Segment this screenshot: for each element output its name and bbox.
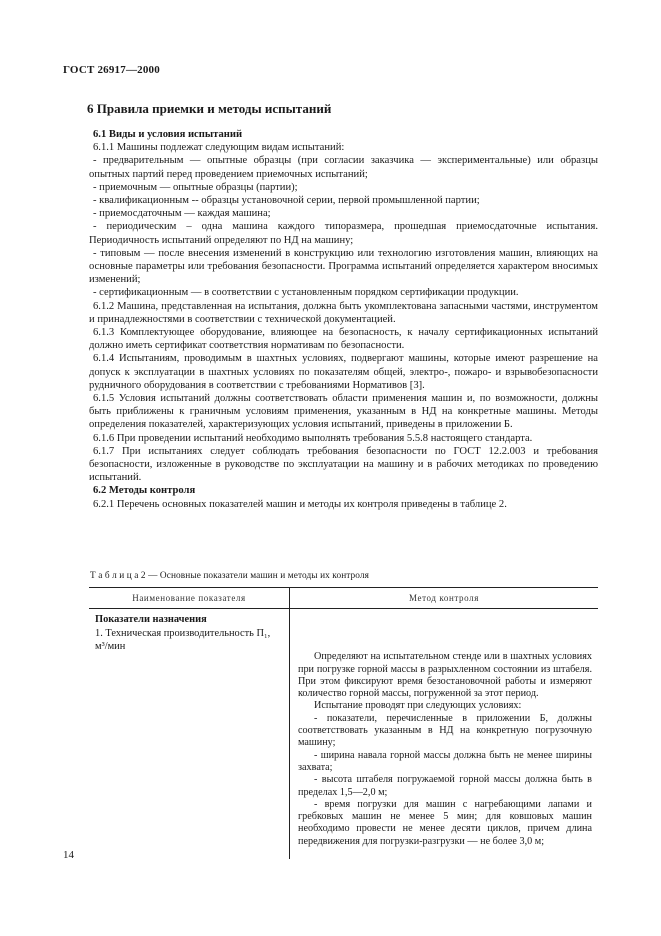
method-text: Испытание проводят при следующих условиях: (314, 700, 522, 712)
method-text: Определяют на испытательном стенде или в шахтных условиях при погрузке горной массы в разрыхленном состоянии из штабеля. При этом фиксируют время безостановочной работы и измеряют количество горной массы, погруженной за этот период. (298, 651, 592, 700)
method-text: - ширина навала горной массы должна быть не менее ширины захвата; (298, 749, 592, 773)
method-text: - время погрузки для машин с нагребающими лапами и гребковых машин не менее 5 мин; для ковшовых машин необходимо провести не менее десяти циклов, причем длина передвижения для погрузки-разгрузки — не более 3,0 м; (298, 798, 592, 847)
list-item: - предварительным — опытные образцы (при согласии заказчика — экспериментальные) или образцы опытных партий перед проведением приемочных испытаний; (89, 155, 598, 180)
list-item: - квалификационным -- образцы установочной серии, первой промышленной партии; (93, 195, 480, 207)
para-6-1-6: 6.1.6 При проведении испытаний необходимо выполнять требования 5.5.8 настоящего стандарта. (93, 432, 533, 444)
list-item: - периодическим – одна машина каждого типоразмера, прошедшая приемосдаточные испытания. Периодичность испытаний определяют по НД на машину; (89, 221, 598, 246)
subsection-title-6-2: 6.2 Методы контроля (93, 485, 196, 497)
indicator-name: 1. Техническая производительность П₁, м³/мин (95, 628, 271, 652)
column-header-method: Метод контроля (290, 588, 599, 609)
para-6-1-7: 6.1.7 При испытаниях следует соблюдать требования безопасности по ГОСТ 12.2.003 и требования безопасности, изложенные в руководстве по эксплуатации на машину и в рабочих методиках по проведению испытаний. (89, 445, 598, 484)
table-caption: Т а б л и ц а 2 — Основные показатели машин и методы их контроля (90, 571, 370, 581)
list-item: - приемосдаточным — каждая машина; (93, 208, 271, 220)
list-item: - приемочным — опытные образцы (партии); (93, 181, 298, 193)
para-6-1-3: 6.1.3 Комплектующее оборудование, влияющее на безопасность, к началу сертификационных испытаний должно иметь сертификат соответствия нормативам по безопасности. (89, 327, 598, 352)
standard-header: ГОСТ 26917—2000 (63, 64, 160, 76)
method-text: - высота штабеля погружаемой горной массы должна быть в пределах 1,5—2,0 м; (298, 774, 592, 798)
method-text: - показатели, перечисленные в приложении Б, должны соответствовать указанным в НД на конкретную погрузочную машину; (298, 712, 592, 749)
section-body (89, 128, 598, 511)
list-item: - сертификационным — в соответствии с установленным порядком сертификации продукции. (93, 287, 519, 299)
list-item: - типовым — после внесения изменений в конструкцию или технологию изготовления машин, влияющих на основные параметры или требования безопасности. Программа испытаний определяется характером вносимых изменений; (89, 247, 598, 286)
column-header-indicator: Наименование показателя (89, 588, 290, 609)
para-6-1-2: 6.1.2 Машина, представленная на испытания, должна быть укомплектована запасными частями, инструментом и принадлежностями в соответствии с технической документацией. (89, 300, 598, 325)
para-6-1-4: 6.1.4 Испытаниям, проводимым в шахтных условиях, подвергают машины, которые имеют разрешение на допуск к эксплуатации в шахтных условиях по показателям общей, электро-, пожаро- и взрывобезопасности рудничного оборудования в соответствии с требованиями Нормативов [3]. (89, 353, 598, 391)
method-cell (290, 609, 599, 860)
para-6-2-1: 6.2.1 Перечень основных показателей машин и методы их контроля приведены в таблице 2. (93, 498, 507, 510)
para-6-1-5: 6.1.5 Условия испытаний должны соответствовать области применения машин и, по возможности, должны быть приближены к граничным условиям применения, указанным в НД на конкретные машины. Методы определения показателей, характеризующих условия испытаний, приведены в приложении Б. (89, 393, 598, 431)
section-title: 6 Правила приемки и методы испытаний (87, 101, 332, 116)
para-6-1-1: 6.1.1 Машины подлежат следующим видам испытаний: (93, 142, 345, 154)
subsection-title-6-1: 6.1 Виды и условия испытаний (93, 129, 243, 140)
page-number: 14 (63, 849, 74, 861)
group-heading: Показатели назначения (95, 614, 207, 625)
